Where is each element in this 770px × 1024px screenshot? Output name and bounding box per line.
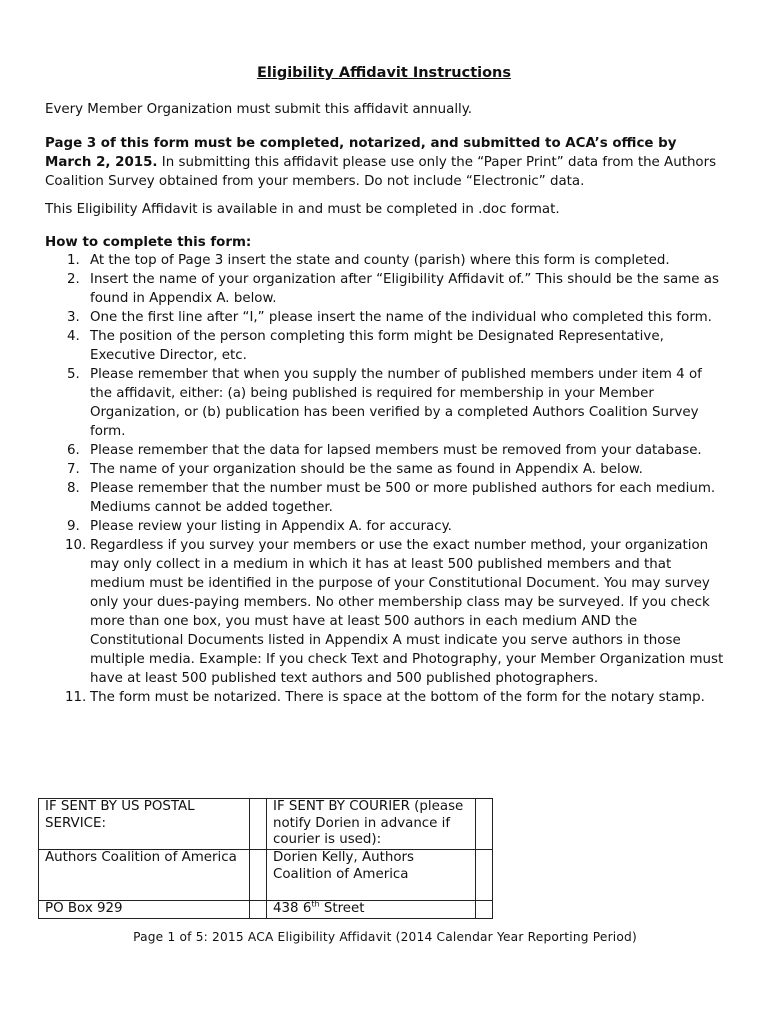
table-row xyxy=(39,799,493,850)
list-item-number: 11. xyxy=(65,690,87,705)
format-paragraph: This Eligibility Affidavit is available in and must be completed in .doc format. xyxy=(45,202,560,217)
empty-cell xyxy=(250,799,267,850)
address-table xyxy=(38,798,493,919)
page-footer: Page 1 of 5: 2015 ACA Eligibility Affidavit (2014 Calendar Year Reporting Period) xyxy=(133,930,637,944)
empty-cell xyxy=(250,850,267,901)
list-item-text: Please remember that the data for lapsed members must be removed from your database. xyxy=(90,443,702,458)
postal-heading-cell: IF SENT BY US POSTAL SERVICE: xyxy=(39,799,250,850)
list-item xyxy=(45,327,725,365)
list-item-number: 7. xyxy=(67,462,80,477)
list-item-text: Please remember that when you supply the number of published members under item 4 of the affidavit, either: (a) being published is required for membership in your Member Organization, or (b) publication has been verified by a completed Authors Coalition Survey form. xyxy=(90,367,702,439)
list-item-text: Insert the name of your organization after “Eligibility Affidavit of.” This should be the same as found in Appendix A. below. xyxy=(90,272,719,306)
courier-street-number: 438 6 xyxy=(273,901,312,916)
empty-cell xyxy=(476,850,493,901)
empty-cell xyxy=(476,799,493,850)
list-item-text: Regardless if you survey your members or use the exact number method, your organization may only collect in a medium in which it has at least 500 published members and that medium must be identified in the purpose of your Constitutional Document. You may survey only your dues-paying members. No other membership class may be surveyed. If you check more than one box, you must have at least 500 authors in each medium AND the Constitutional Documents listed in Appendix A must indicate you serve authors in those multiple media. Example: If you check Text and Photography, your Member Organization must have at least 500 published text authors and 500 published photographers. xyxy=(90,538,724,686)
courier-street-suffix: th xyxy=(311,899,320,909)
courier-street-cell xyxy=(267,901,476,919)
list-item-number: 1. xyxy=(67,253,80,268)
list-item xyxy=(45,308,725,327)
courier-name-cell: Dorien Kelly, Authors Coalition of America xyxy=(267,850,476,901)
list-item-number: 10. xyxy=(65,538,87,553)
empty-cell xyxy=(476,901,493,919)
list-item xyxy=(45,365,725,441)
list-item xyxy=(45,688,725,707)
list-item-text: Please remember that the number must be 500 or more published authors for each medium. Mediums cannot be added together. xyxy=(90,481,716,515)
list-item xyxy=(45,441,725,460)
list-item xyxy=(45,479,725,517)
instruction-list xyxy=(45,251,725,707)
list-item-number: 4. xyxy=(67,329,80,344)
page-title: Eligibility Affidavit Instructions xyxy=(256,65,512,81)
howto-heading: How to complete this form: xyxy=(45,235,252,250)
list-item-number: 8. xyxy=(67,481,80,496)
courier-street-name: Street xyxy=(319,901,365,916)
postal-name-cell: Authors Coalition of America xyxy=(39,850,250,901)
intro-paragraph: Every Member Organization must submit this affidavit annually. xyxy=(45,102,473,117)
list-item-text: The name of your organization should be the same as found in Appendix A. below. xyxy=(90,462,643,477)
postal-street-cell: PO Box 929 xyxy=(39,901,250,919)
empty-cell xyxy=(250,901,267,919)
list-item-number: 2. xyxy=(67,272,80,287)
list-item xyxy=(45,270,725,308)
list-item-text: Please review your listing in Appendix A. for accuracy. xyxy=(90,519,452,534)
deadline-rest-text: In submitting this affidavit please use only the “Paper Print” data from the Authors Coalition Survey obtained from your members. Do not include “Electronic” data. xyxy=(45,155,717,189)
deadline-paragraph xyxy=(45,134,725,191)
list-item-text: The position of the person completing this form might be Designated Representative, Executive Director, etc. xyxy=(90,329,664,363)
list-item xyxy=(45,517,725,536)
list-item-number: 5. xyxy=(67,367,80,382)
list-item xyxy=(45,460,725,479)
list-item-text: One the first line after “I,” please insert the name of the individual who completed this form. xyxy=(90,310,712,325)
table-row xyxy=(39,901,493,919)
list-item-number: 9. xyxy=(67,519,80,534)
courier-heading-cell: IF SENT BY COURIER (please notify Dorien in advance if courier is used): xyxy=(267,799,476,850)
list-item xyxy=(45,251,725,270)
list-item-text: The form must be notarized. There is space at the bottom of the form for the notary stamp. xyxy=(90,690,705,705)
list-item-number: 6. xyxy=(67,443,80,458)
deadline-bold-text: Page 3 of this form must be completed, notarized, and submitted to ACA’s office by March 2, 2015. xyxy=(45,136,677,170)
list-item-number: 3. xyxy=(67,310,80,325)
list-item-text: At the top of Page 3 insert the state and county (parish) where this form is completed. xyxy=(90,253,670,268)
table-row xyxy=(39,850,493,901)
list-item xyxy=(45,536,725,688)
